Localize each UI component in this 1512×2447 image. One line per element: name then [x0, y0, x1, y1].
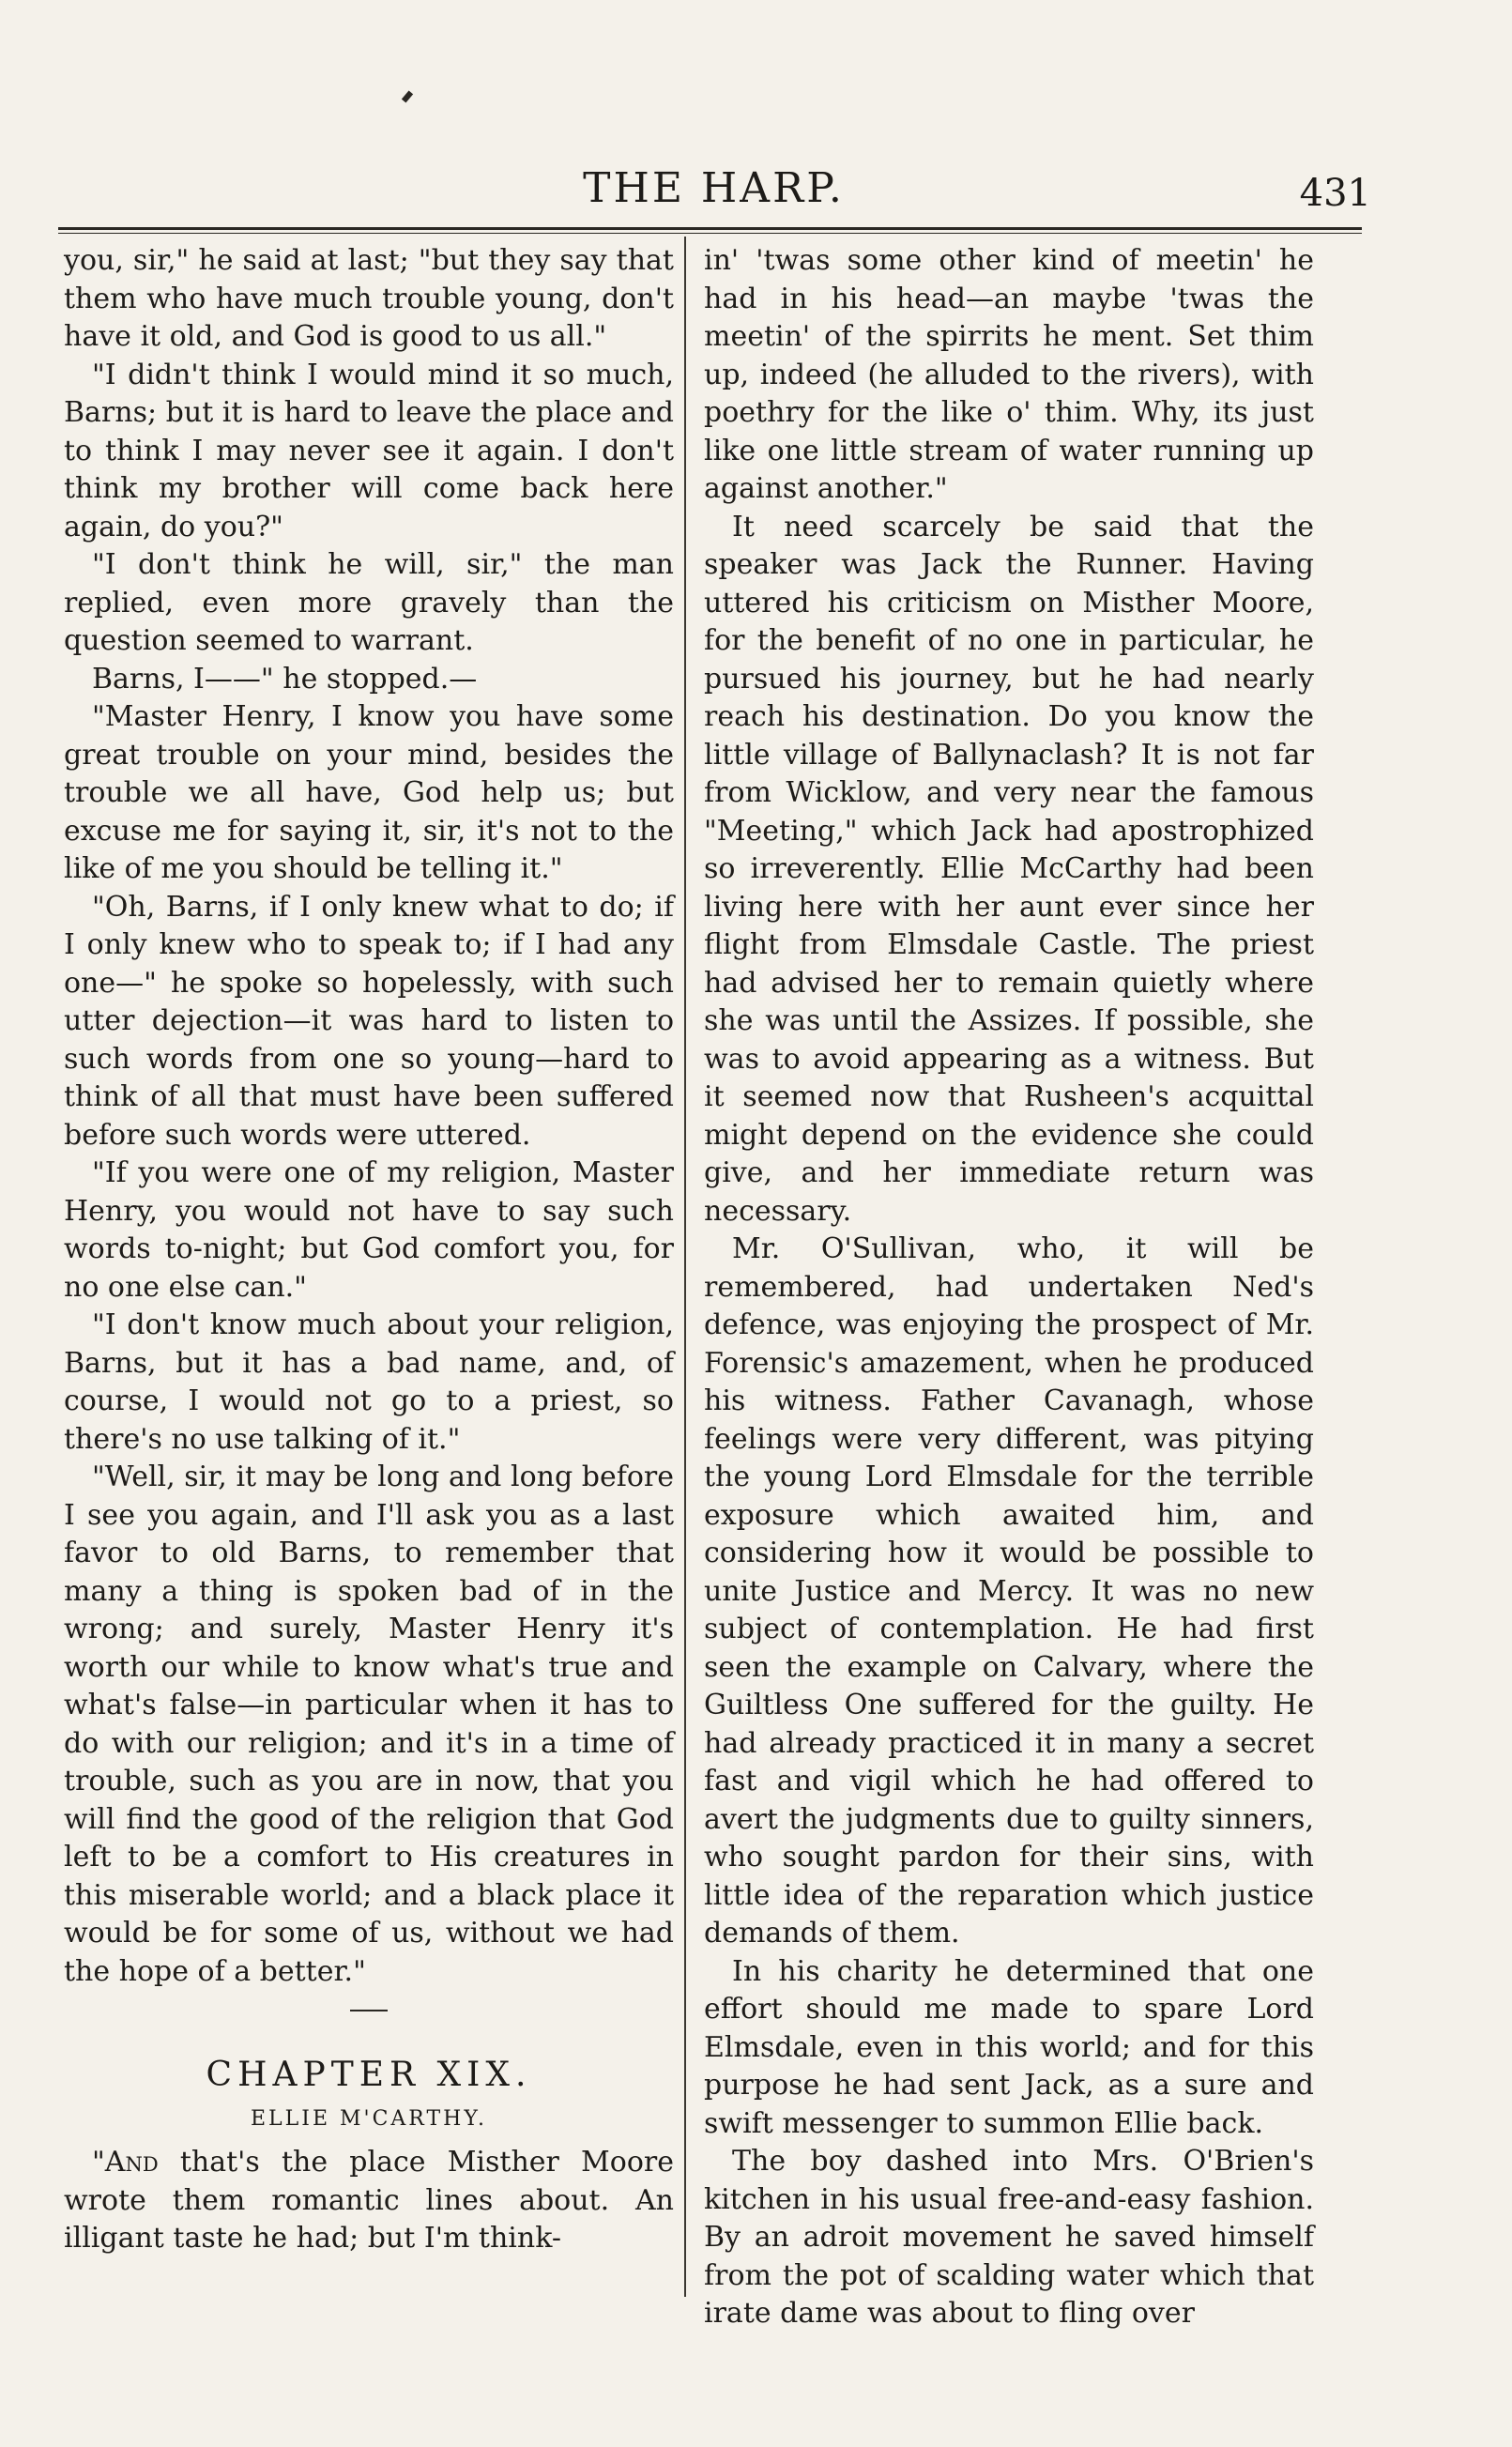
paragraph: It need scarcely be said that the speaker was Jack the Runner. Having uttered his criticism on Misther Moore, for the benefit of no one in particular, he pursued his journey, but he had nearly reach his destination. Do you know the little village of Ballynaclash? It is not far from Wicklow, and very near the famous "Meeting," which Jack had apostrophized so irreverently. Ellie McCarthy had been living here with her aunt ever since her flight from Elmsdale Castle. The priest had advised her to remain quietly where she was until the Assizes. If possible, she was to avoid appearing as a witness. But it seemed now that Rusheen's acquittal might depend on the evidence she could give, and her immediate return was necessary. — [704, 510, 1314, 1228]
paragraph: Mr. O'Sullivan, who, it will be remembered, had undertaken Ned's defence, was enjoying the prospect of Mr. Forensic's amazement, when he produced his witness. Father Cavanagh, whose feelings were very different, was pitying the young Lord Elmsdale for the terrible exposure which awaited him, and considering how it would be possible to unite Justice and Mercy. It was no new subject of contemplation. He had first seen the example on Calvary, where the Guiltless One suffered for the guilty. He had already practiced it in many a secret fast and vigil which he had offered to avert the judgments due to guilty sinners, who sought pardon for their sins, with little idea of the reparation which justice demands of them. — [704, 1232, 1314, 1950]
header-rule — [58, 227, 1362, 234]
paragraph: Barns, I——" he stopped.— — [92, 662, 478, 696]
chapter-title: CHAPTER XIX. — [206, 2056, 532, 2094]
paragraph: "Master Henry, I know you have some great trouble on your mind, besides the trouble we all have, God help us; but excuse me for saying it, sir, it's not to the like of me you should be telling it." — [64, 700, 674, 885]
page-header — [56, 164, 1371, 221]
chapter-rule — [350, 2010, 388, 2011]
paragraph: "If you were one of my religion, Master Henry, you would not have to say such words to-night; but God comfort you, for no one else can." — [64, 1156, 674, 1304]
paragraph: you, sir," he said at last; "but they say that them who have much trouble young, don't have it old, and God is good to us all." — [64, 244, 674, 353]
opening-text: that's the place Misther Moore wrote them romantic lines about. An illigant taste he had; but I'm think- — [64, 2146, 674, 2255]
paragraph: The boy dashed into Mrs. O'Brien's kitchen in his usual free-and-easy fashion. By an adroit movement he saved himself from the pot of scalding water which that irate dame was about to fling over — [704, 2145, 1314, 2330]
paragraph: "Oh, Barns, if I only knew what to do; if I only knew who to speak to; if I had any one—" he spoke so hopelessly, with such utter dejection—it was hard to listen to such words from one so young—hard to think of all that must have been suffered before such words were uttered. — [64, 890, 674, 1152]
running-head: THE HARP. — [583, 164, 845, 212]
paragraph: "I don't know much about your religion, Barns, but it has a bad name, and, of course, I would not go to a priest, so there's no use talking of it." — [64, 1308, 674, 1456]
left-column — [64, 242, 674, 2307]
ink-speck — [402, 90, 413, 102]
chapter-subtitle: ELLIE M'CARTHY. — [250, 2106, 488, 2131]
chapter-opening-paragraph — [64, 2144, 674, 2258]
paragraph: "Well, sir, it may be long and long before I see you again, and I'll ask you as a last favor to old Barns, to remember that many a thing is spoken bad of in the wrong; and surely, Master Henry it's worth our while to know what's true and what's false—in particular when it has to do with our religion; and it's in a time of trouble, such as you are in now, that you will find the good of the religion that God left to be a comfort to His creatures in this miserable world; and a black place it would be for some of us, without we had the hope of a better." — [64, 1461, 674, 1988]
opening-word: "And — [92, 2146, 159, 2179]
column-divider — [684, 237, 686, 2297]
paragraph: In his charity he determined that one effort should me made to spare Lord Elmsdale, even in this world; and for this purpose he had sent Jack, as a sure and swift messenger to summon Ellie back. — [704, 1954, 1314, 2140]
paragraph: "I didn't think I would mind it so much, Barns; but it is hard to leave the place and to think I may never see it again. I don't think my brother will come back here again, do you?" — [64, 358, 674, 543]
page-number: 431 — [1299, 172, 1371, 215]
paragraph: in' 'twas some other kind of meetin' he had in his head—an maybe 'twas the meetin' of the spirrits he ment. Set thim up, indeed (he alluded to the rivers), with poethry for the like o' thim. Why, its just like one little stream of water running up against another." — [704, 244, 1314, 505]
right-column — [704, 242, 1314, 2330]
paragraph: "I don't think he will, sir," the man replied, even more gravely than the question seemed to warrant. — [64, 548, 674, 657]
